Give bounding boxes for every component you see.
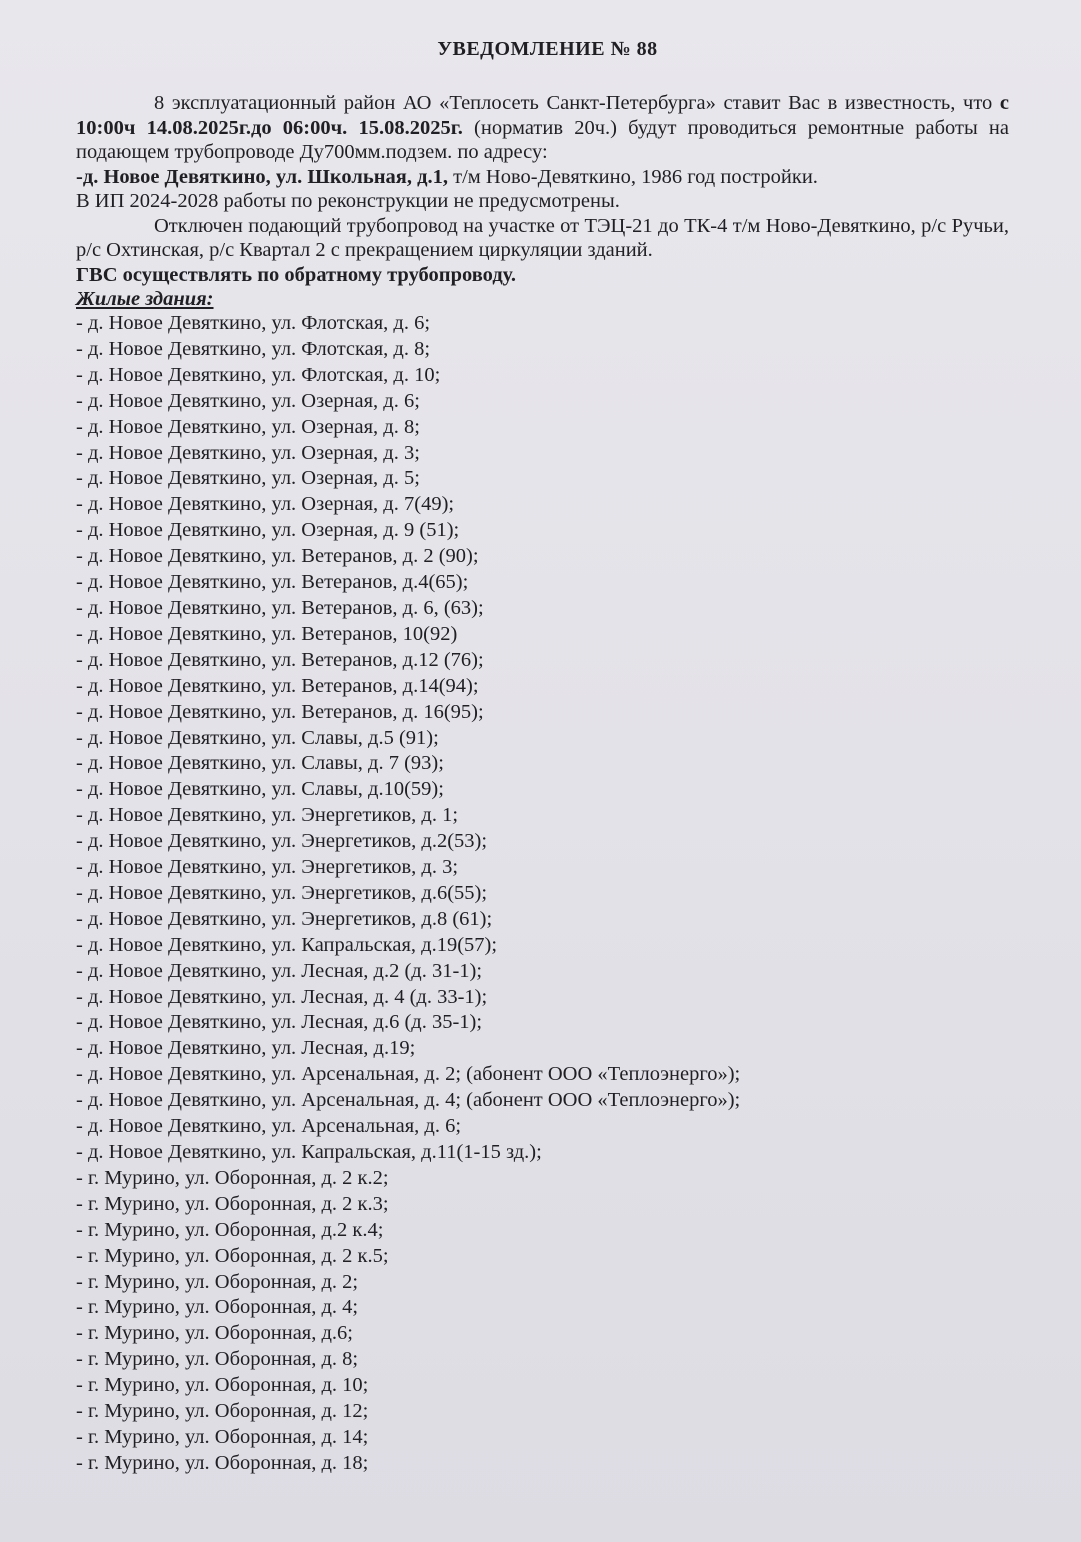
list-item: - д. Новое Девяткино, ул. Лесная, д.19; (76, 1037, 416, 1060)
list-item: - д. Новое Девяткино, ул. Славы, д.5 (91); (76, 726, 439, 749)
list-item: - д. Новое Девяткино, ул. Ветеранов, 10(92) (76, 622, 458, 645)
list-item: - д. Новое Девяткино, ул. Лесная, д.6 (д. 35-1); (76, 1011, 483, 1034)
notice-address-rest: т/м Ново-Девяткино, 1986 год постройки. (448, 165, 818, 188)
list-item: - д. Новое Девяткино, ул. Ветеранов, д.14(94); (76, 674, 479, 697)
list-item: - г. Мурино, ул. Оборонная, д.2 к.4; (76, 1218, 384, 1241)
list-item: - д. Новое Девяткино, ул. Флотская, д. 8; (76, 337, 431, 360)
list-item: - д. Новое Девяткино, ул. Ветеранов, д.4(65); (76, 571, 469, 594)
buildings-list (76, 311, 1009, 1477)
list-item: - д. Новое Девяткино, ул. Энергетиков, д.2(53); (76, 830, 488, 853)
list-item: - д. Новое Девяткино, ул. Флотская, д. 10; (76, 363, 441, 386)
notice-paragraph-main (76, 91, 1009, 189)
list-item: - д. Новое Девяткино, ул. Славы, д.10(59); (76, 778, 444, 801)
list-item: - д. Новое Девяткино, ул. Энергетиков, д.8 (61); (76, 907, 493, 930)
list-item: - д. Новое Девяткино, ул. Капральская, д.11(1-15 зд.); (76, 1141, 542, 1163)
list-item: - д. Новое Девяткино, ул. Энергетиков, д. 3; (76, 856, 459, 879)
list-item: - г. Мурино, ул. Оборонная, д. 14; (76, 1425, 369, 1448)
notice-address: -д. Новое Девяткино, ул. Школьная, д.1, (76, 165, 449, 188)
list-item: - д. Новое Девяткино, ул. Славы, д. 7 (93); (76, 752, 444, 775)
list-item: - г. Мурино, ул. Оборонная, д. 4; (76, 1296, 359, 1319)
list-item: - д. Новое Девяткино, ул. Лесная, д.2 (д. 31-1); (76, 959, 483, 982)
list-item: - д. Новое Девяткино, ул. Флотская, д. 6; (76, 312, 431, 334)
list-item: - д. Новое Девяткино, ул. Озерная, д. 6; (76, 389, 420, 412)
notice-period: с 10:00ч 14.08.2025г.до 06:00ч. 15.08.2025г. (76, 92, 1009, 139)
list-item: - д. Новое Девяткино, ул. Капральская, д.19(57); (76, 933, 498, 956)
list-item: - г. Мурино, ул. Оборонная, д. 18; (76, 1451, 369, 1474)
buildings-heading: Жилые здания: (76, 288, 214, 310)
list-item: - д. Новое Девяткино, ул. Арсенальная, д. 6; (76, 1115, 462, 1138)
list-item: - г. Мурино, ул. Оборонная, д. 10; (76, 1374, 369, 1397)
list-item: - д. Новое Девяткино, ул. Озерная, д. 5; (76, 467, 420, 490)
list-item: - д. Новое Девяткино, ул. Озерная, д. 3; (76, 441, 420, 464)
list-item: - д. Новое Девяткино, ул. Энергетиков, д. 1; (76, 804, 459, 827)
list-item: - д. Новое Девяткино, ул. Озерная, д. 7(49); (76, 493, 455, 516)
notice-paragraph-hot-water: ГВС осуществлять по обратному трубопроводу. (76, 263, 517, 286)
list-item: - д. Новое Девяткино, ул. Ветеранов, д. 6, (63); (76, 596, 484, 619)
list-item: - д. Новое Девяткино, ул. Ветеранов, д. 16(95); (76, 700, 484, 723)
list-item: - г. Мурино, ул. Оборонная, д. 12; (76, 1400, 369, 1423)
list-item: - г. Мурино, ул. Оборонная, д. 2 к.3; (76, 1192, 389, 1215)
list-item: - д. Новое Девяткино, ул. Озерная, д. 9 (51); (76, 519, 460, 542)
list-item: - д. Новое Девяткино, ул. Озерная, д. 8; (76, 415, 420, 438)
list-item: - д. Новое Девяткино, ул. Арсенальная, д. 2; (абонент ООО «Теплоэнерго»); (76, 1063, 741, 1086)
notice-intro: 8 эксплуатационный район АО «Теплосеть Санкт-Петербурга» ставит Вас в известность, что (154, 92, 1000, 114)
list-item: - г. Мурино, ул. Оборонная, д. 8; (76, 1348, 359, 1371)
list-item: - д. Новое Девяткино, ул. Арсенальная, д. 4; (абонент ООО «Теплоэнерго»); (76, 1089, 741, 1112)
list-item: - д. Новое Девяткино, ул. Ветеранов, д. 2 (90); (76, 545, 479, 568)
notice-paragraph-shutdown: Отключен подающий трубопровод на участке от ТЭЦ-21 до ТК-4 т/м Ново-Девяткино, р/с Ручьи, р/с Охтинская, р/с Квартал 2 с прекращением циркуляции зданий. (76, 214, 1009, 261)
list-item: - г. Мурино, ул. Оборонная, д. 2 к.5; (76, 1244, 389, 1267)
notice-paragraph-plan: В ИП 2024-2028 работы по реконструкции не предусмотрены. (76, 190, 620, 212)
list-item: - г. Мурино, ул. Оборонная, д. 2 к.2; (76, 1166, 389, 1189)
list-item: - д. Новое Девяткино, ул. Лесная, д. 4 (д. 33-1); (76, 985, 488, 1008)
notice-after-period: (норматив 20ч.) будут проводиться ремонтные работы на подающем трубопроводе Ду700мм.подзем. по адресу: (76, 116, 1009, 163)
list-item: - г. Мурино, ул. Оборонная, д. 2; (76, 1270, 359, 1293)
notice-title: УВЕДОМЛЕНИЕ № 88 (437, 38, 658, 60)
list-item: - д. Новое Девяткино, ул. Ветеранов, д.12 (76); (76, 648, 484, 671)
list-item: - г. Мурино, ул. Оборонная, д.6; (76, 1322, 353, 1345)
list-item: - д. Новое Девяткино, ул. Энергетиков, д.6(55); (76, 881, 488, 904)
